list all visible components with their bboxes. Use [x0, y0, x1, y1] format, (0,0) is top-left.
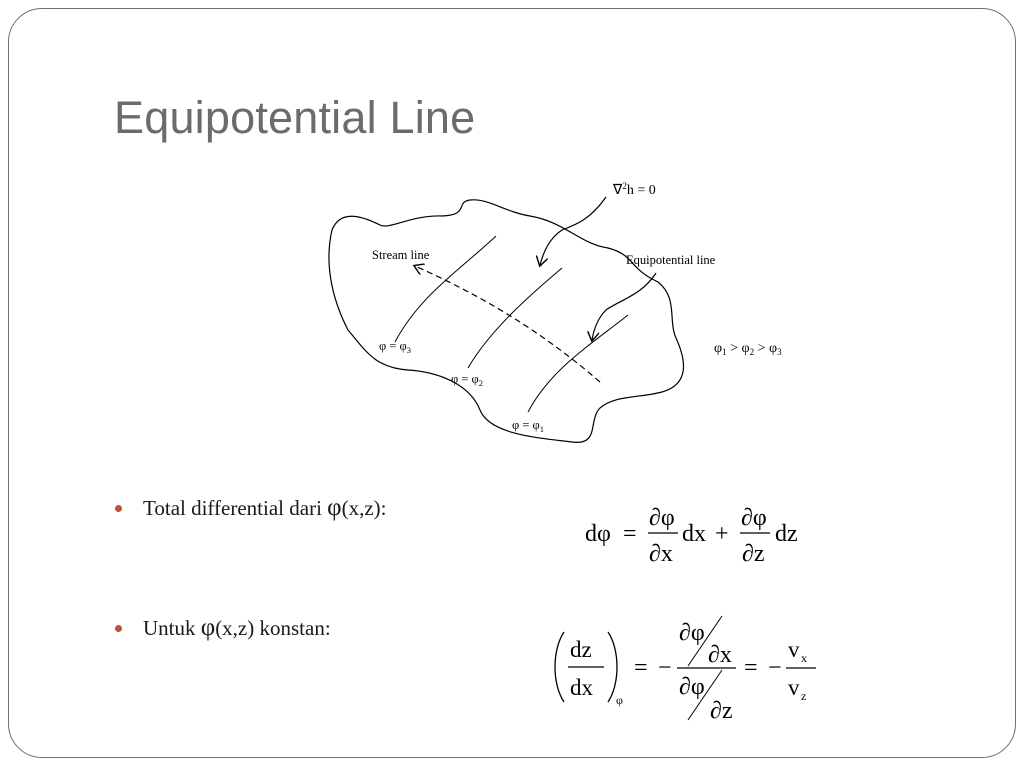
- equipotential-line-2: [468, 268, 562, 368]
- phi-ordering: $\varphi_1 > \varphi_2 > \varphi_3$: [714, 341, 782, 357]
- bullet-marker: [115, 625, 122, 632]
- svg-text:dz: dz: [775, 521, 798, 547]
- equipotential-pointer-arrow: [592, 273, 656, 340]
- svg-text:∂φ: ∂φ: [679, 620, 705, 646]
- svg-text:v: v: [788, 637, 800, 662]
- svg-text:=: =: [744, 655, 758, 681]
- laplace-equation-label: ∇$^2$h = 0: [613, 181, 656, 198]
- svg-text:−: −: [768, 655, 782, 681]
- equipotential-line-label: Equipotential line: [626, 253, 716, 267]
- flow-net-diagram: [310, 170, 810, 460]
- svg-text:=: =: [623, 521, 637, 547]
- svg-text:+: +: [715, 521, 729, 547]
- svg-text:dφ: dφ: [585, 521, 611, 547]
- slide-title: Equipotential Line: [114, 92, 476, 143]
- svg-text:dx: dx: [570, 675, 593, 700]
- svg-text:v: v: [788, 675, 800, 700]
- svg-text:dx: dx: [682, 521, 706, 547]
- svg-text:∂φ: ∂φ: [741, 505, 767, 531]
- svg-text:∂φ: ∂φ: [679, 674, 705, 700]
- bullet-marker: [115, 505, 122, 512]
- svg-text:∂x: ∂x: [649, 541, 673, 567]
- equipotential-line-1: [528, 315, 628, 412]
- phi3-label: $\varphi = \varphi_3$: [379, 339, 411, 355]
- laplace-pointer-arrow: [540, 197, 606, 265]
- svg-text:∂φ: ∂φ: [649, 505, 675, 531]
- domain-boundary: [329, 200, 684, 443]
- svg-text:∂z: ∂z: [742, 541, 765, 567]
- svg-text:dz: dz: [570, 637, 592, 662]
- svg-text:=: =: [634, 655, 648, 681]
- svg-text:∂x: ∂x: [708, 642, 732, 668]
- total-differential-equation: [585, 500, 815, 570]
- phi1-label: $\varphi = \varphi_1$: [512, 418, 544, 434]
- constant-phi-equation: [550, 612, 830, 724]
- stream-line-label: Stream line: [372, 248, 430, 262]
- bullet-total-differential: Total differential dari φ(x,z):: [143, 494, 387, 521]
- svg-text:φ: φ: [616, 693, 623, 707]
- svg-text:z: z: [801, 689, 807, 703]
- svg-text:−: −: [658, 655, 672, 681]
- svg-text:∂z: ∂z: [710, 698, 733, 724]
- svg-text:x: x: [801, 651, 807, 665]
- phi2-label: $\varphi = \varphi_2$: [451, 372, 483, 388]
- bullet-constant-phi: Untuk φ(x,z) konstan:: [143, 614, 331, 641]
